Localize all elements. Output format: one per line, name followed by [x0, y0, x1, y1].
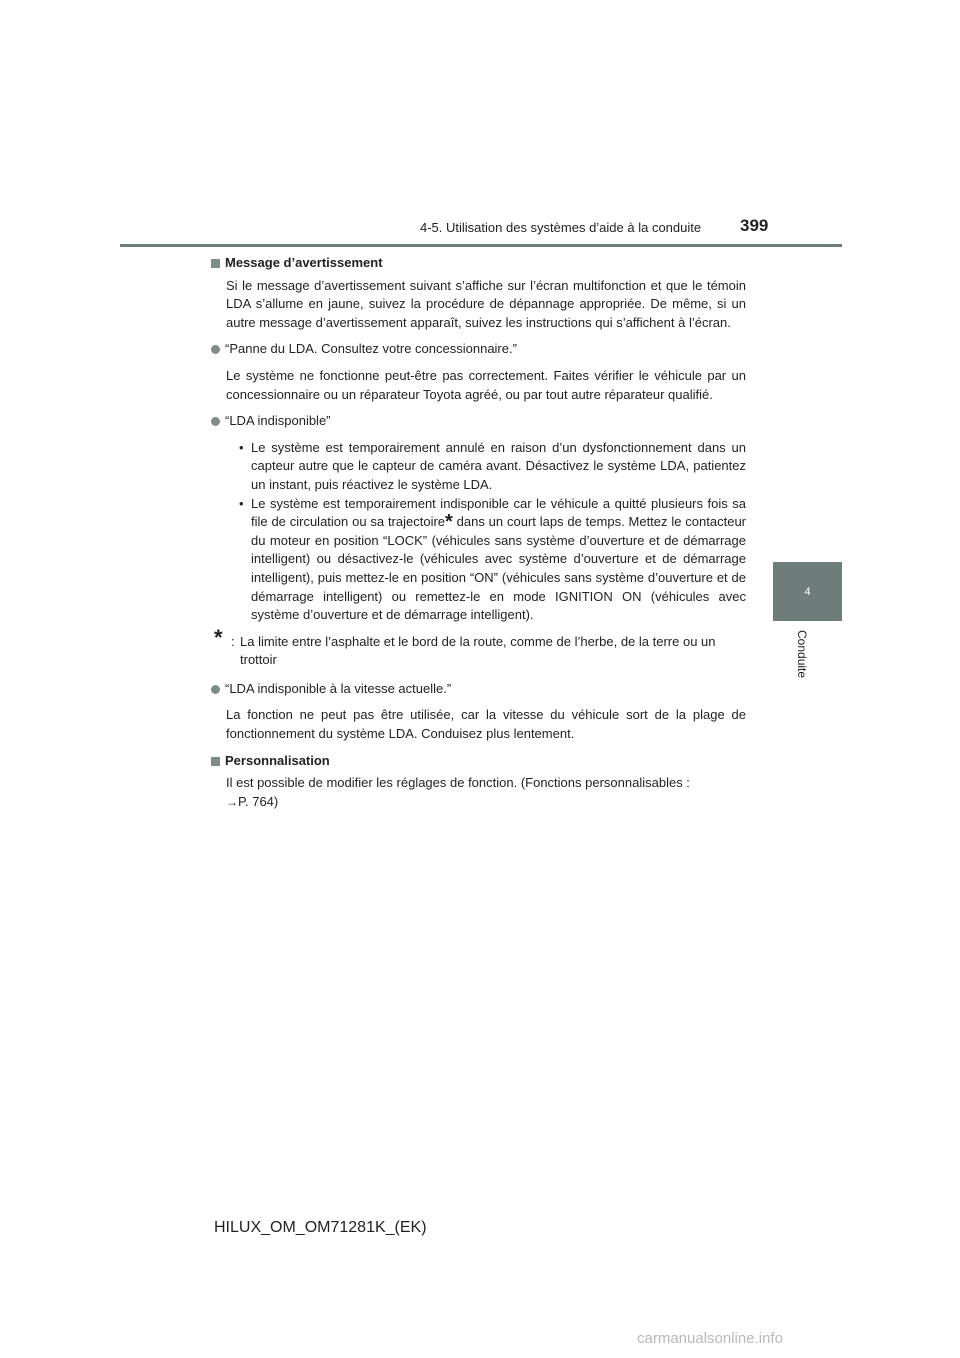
circle-bullet-icon: [211, 685, 220, 694]
sub-item-text-a: Le système est temporairement indisponible car le véhicule a quitté plusieurs fois sa file de circulation ou sa trajectoire: [251, 495, 746, 530]
dash-marker: •: [239, 439, 244, 455]
bullet-text: Le système ne fonctionne peut-être pas correctement. Faites vérifier le véhicule par un concessionnaire ou un réparateur Toyota agréé, ou par tout autre réparateur qualifié.: [226, 367, 746, 402]
heading-text: Message d’avertissement: [225, 255, 383, 270]
document-code: HILUX_OM_OM71281K_(EK): [214, 1219, 427, 1236]
bullet-item: [211, 412, 746, 431]
footnote: [211, 624, 746, 670]
warning-intro: Si le message d’avertissement suivant s’affiche sur l’écran multifonction et que le témoin LDA s’allume en jaune, suivez la procédure de dépannage appropriée. De même, si un autre message d’avertissement apparaît, suivez les instructions qui s’affichent à l’écran.: [226, 277, 746, 330]
customization-text: [211, 774, 746, 811]
page-reference[interactable]: P. 764): [238, 793, 279, 809]
chapter-number: 4: [804, 585, 811, 598]
arrow-icon: →: [226, 794, 238, 809]
dash-marker: •: [239, 495, 244, 511]
footnote-asterisk: *: [445, 511, 453, 534]
page-content: [211, 254, 746, 811]
sub-item-text: Le système est temporairement annulé en raison d’un dysfonctionnement dans un capteur autre que le capteur de caméra avant. Désactivez le système LDA, patientez un instant, puis réactivez le système LDA.: [251, 439, 746, 492]
watermark: carmanualsonline.info: [637, 1330, 783, 1347]
footnote-colon: :: [231, 633, 235, 649]
bullet-item: [211, 340, 746, 359]
circle-bullet-icon: [211, 345, 220, 354]
section-heading-customization: [211, 752, 746, 771]
heading-text: Personnalisation: [225, 752, 330, 768]
bullet-item: [211, 680, 746, 699]
chapter-tab: [773, 562, 842, 621]
bullet-title: “LDA indisponible”: [225, 413, 331, 429]
square-bullet-icon: [211, 259, 220, 268]
circle-bullet-icon: [211, 417, 220, 426]
page-number: 399: [740, 216, 769, 235]
sub-item: [211, 495, 746, 625]
footnote-text-cont: trottoir: [240, 652, 277, 668]
footnote-star: *: [214, 624, 223, 650]
sub-item-text-b: dans un court laps de temps. Mettez le contacteur du moteur en position “LOCK” (véhicules sans système d’ouverture et de démarrage intelligent) ou désactivez-le (véhicules avec système d’ouverture et de démarrage intelligent), puis mettez-le en position “ON” (véhicules sans système d’ouverture et de démarrage intelligent) ou remettez-le en mode IGNITION ON (véhicules avec système d’ouverture et de démarrage intelligent).: [251, 514, 746, 623]
customization-body: Il est possible de modifier les réglages de fonction. (Fonctions personnalisables :: [226, 775, 690, 791]
square-bullet-icon: [211, 757, 220, 766]
footnote-text: La limite entre l’asphalte et le bord de la route, comme de l’herbe, de la terre ou un: [240, 633, 716, 649]
sub-item: [211, 439, 746, 495]
section-heading-warning: [211, 254, 746, 273]
bullet-title: “Panne du LDA. Consultez votre concessionnaire.”: [225, 341, 517, 357]
section-title: 4-5. Utilisation des systèmes d’aide à la conduite: [420, 220, 702, 235]
header-rule: [120, 244, 842, 247]
bullet-text: La fonction ne peut pas être utilisée, car la vitesse du véhicule sort de la plage de fonctionnement du système LDA. Conduisez plus lentement.: [226, 707, 746, 742]
chapter-label: Conduite: [795, 630, 809, 679]
bullet-title: “LDA indisponible à la vitesse actuelle.”: [225, 680, 452, 696]
